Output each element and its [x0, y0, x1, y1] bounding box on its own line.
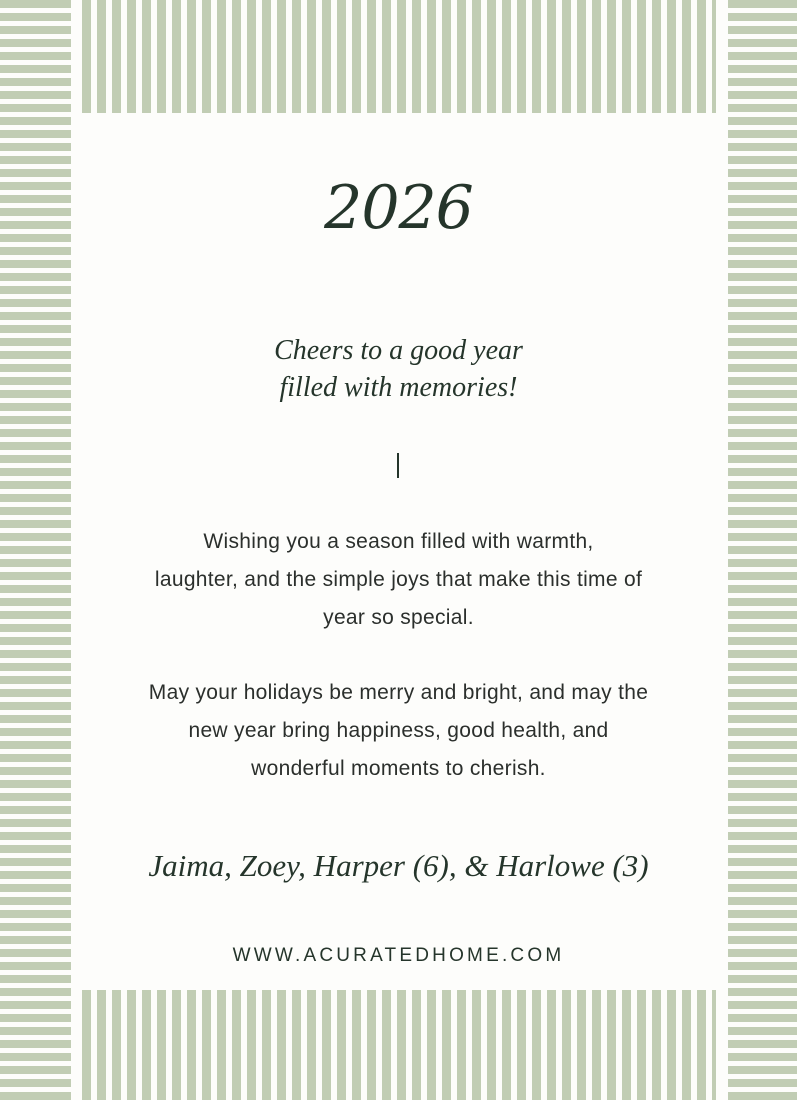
message-line: laughter, and the simple joys that make this time of	[154, 568, 643, 591]
striped-border-left	[0, 0, 71, 1100]
message-paragraph	[95, 674, 702, 788]
greeting	[0, 332, 797, 406]
vertical-divider	[397, 453, 399, 478]
greeting-line: filled with memories!	[279, 372, 518, 403]
striped-border-right	[728, 0, 797, 1100]
message-line: year so special.	[323, 606, 474, 629]
message-line: Wishing you a season filled with warmth,	[203, 530, 594, 553]
greeting-line: Cheers to a good year	[274, 335, 523, 366]
message-line: May your holidays be merry and bright, and may the	[148, 681, 649, 704]
website-url: WWW.ACURATEDHOME.COM	[232, 945, 565, 966]
year-heading: 2026	[324, 173, 473, 243]
family-signature: Jaima, Zoey, Harper (6), & Harlowe (3)	[148, 848, 649, 883]
message-paragraph	[95, 523, 702, 637]
striped-border-bottom	[82, 990, 716, 1100]
message-line: wonderful moments to cherish.	[251, 757, 546, 780]
striped-border-top	[82, 0, 716, 113]
message-line: new year bring happiness, good health, and	[188, 719, 609, 742]
